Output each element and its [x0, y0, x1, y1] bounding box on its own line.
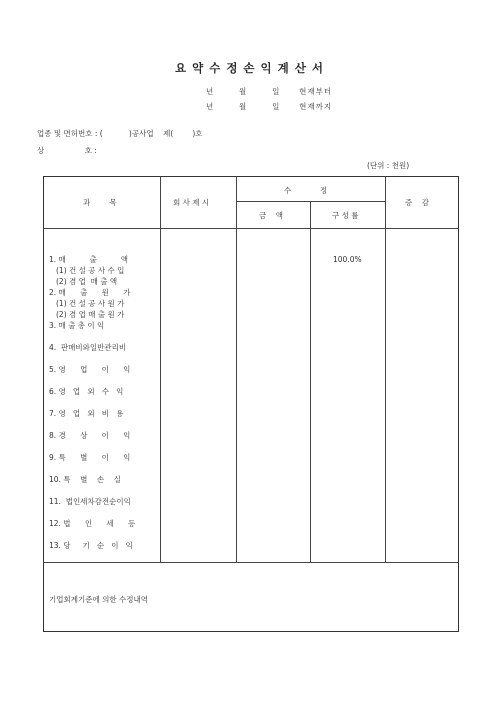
row-operating-income: 5. 영 업 이 익 [49, 365, 131, 374]
row-side-business-sales: (2) 겸 업 매 출 액 [56, 277, 118, 286]
row-non-operating-income: 6. 영 업 외 수 익 [49, 387, 124, 396]
period-to [206, 101, 332, 112]
row-non-operating-expense: 7. 영 업 외 비 용 [49, 409, 124, 418]
period-to-year: 년 [206, 102, 215, 111]
period-from [206, 86, 332, 97]
period-from-label: 현재부터 [299, 87, 333, 96]
company-name-field: 상 호 : [37, 146, 97, 155]
header-subject: 과 목 [83, 198, 117, 207]
period-to-month: 월 [239, 102, 248, 111]
divider [43, 228, 459, 229]
row-net-income: 13. 당 기 순 이 익 [49, 541, 133, 550]
header-adjustment: 수 정 [284, 186, 328, 195]
unit-label: (단위 : 천원) [367, 161, 410, 170]
row-extraordinary-loss: 10. 특 별 손 실 [49, 475, 121, 484]
period-to-label: 현재까지 [299, 102, 333, 111]
revenue-ratio-value: 100.0% [333, 255, 362, 264]
header-ratio: 구 성 률 [332, 211, 359, 220]
row-construction-cost: (1) 건 설 공 사 원 가 [56, 299, 125, 308]
statement-table [43, 176, 459, 632]
period-to-day: 일 [272, 102, 281, 111]
divider [43, 562, 459, 563]
row-ordinary-income: 8. 경 상 이 익 [49, 431, 131, 440]
row-cost-of-sales: 2. 매 출 원 가 [49, 288, 131, 297]
page-title: 요약수정손익계산서 [175, 61, 329, 75]
row-income-before-tax: 11. 법인세차감전순이익 [49, 497, 131, 506]
row-sales: 1. 매 출 액 [49, 255, 128, 264]
row-sga: 4. 판매비와일반관리비 [49, 343, 127, 352]
divider [385, 176, 386, 562]
header-change: 증 감 [405, 198, 430, 207]
row-construction-revenue: (1) 건 설 공 사 수 입 [56, 266, 125, 275]
divider [310, 201, 311, 562]
period-from-day: 일 [272, 87, 281, 96]
row-extraordinary-gain: 9. 특 별 이 익 [49, 453, 131, 462]
row-corporate-tax: 12. 법 인 세 등 [49, 519, 136, 528]
period-from-month: 월 [239, 87, 248, 96]
header-amount: 금 액 [259, 211, 284, 220]
divider [236, 201, 385, 202]
period-from-year: 년 [206, 87, 215, 96]
adjustment-note: 기업회계기준에 의한 수정내역 [49, 595, 148, 604]
business-line-field: 업종 및 면허번호 : ( )공사업 제( )호 [37, 129, 203, 138]
row-side-business-cost: (2) 겸 업 매 출 원 가 [56, 310, 125, 319]
divider [236, 176, 237, 562]
row-gross-profit: 3. 매 출 총 이 익 [49, 321, 105, 330]
divider [160, 176, 161, 562]
header-company-statement: 회 사 제 시 [173, 198, 210, 207]
